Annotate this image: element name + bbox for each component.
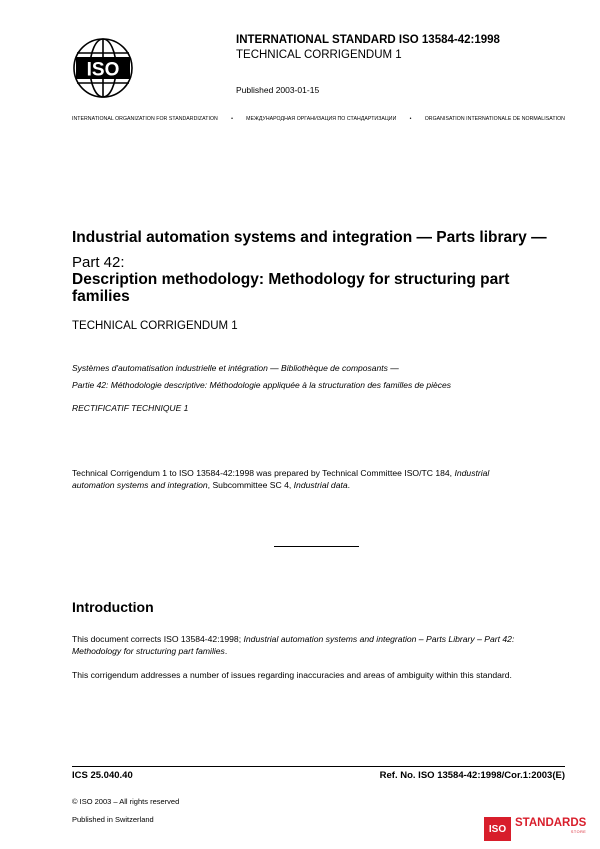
org-name-russian: МЕЖДУНАРОДНАЯ ОРГАНИЗАЦИЯ ПО СТАНДАРТИЗАЦИИ <box>246 116 397 122</box>
organization-names <box>72 116 565 122</box>
footer-rule <box>72 766 565 767</box>
french-corrigendum-label: RECTIFICATIF TECHNIQUE 1 <box>72 403 189 413</box>
iso-logo <box>71 37 135 99</box>
corrigendum-subtitle: TECHNICAL CORRIGENDUM 1 <box>236 49 402 61</box>
store-badge: ISO <box>484 817 511 841</box>
part-label: Part 42: <box>72 254 125 271</box>
ics-code: ICS 25.040.40 <box>72 770 133 781</box>
standard-title: INTERNATIONAL STANDARD ISO 13584-42:1998 <box>236 34 500 46</box>
published-in: Published in Switzerland <box>72 815 154 824</box>
svg-text:ISO: ISO <box>86 59 120 81</box>
section-divider <box>274 546 359 547</box>
french-title-line-1: Systèmes d'automatisation industrielle et intégration — Bibliothèque de composants — <box>72 363 399 373</box>
introduction-heading: Introduction <box>72 599 154 615</box>
org-name-english: INTERNATIONAL ORGANIZATION FOR STANDARDIZATION <box>72 116 218 122</box>
document-main-title: Industrial automation systems and integration — Parts library — <box>72 229 547 246</box>
org-separator: • <box>409 116 412 122</box>
part-title: Description methodology: Methodology for structuring part families <box>72 271 510 305</box>
french-title-line-2: Partie 42: Méthodologie descriptive: Méthodologie appliquée à la structuration des familles de pièces <box>72 380 451 390</box>
preparation-paragraph: Technical Corrigendum 1 to ISO 13584-42:1998 was prepared by Technical Committee ISO/TC 184, Industrial automation systems and integration, Subcommittee SC 4, Industrial data. <box>72 468 490 490</box>
org-separator: • <box>231 116 233 122</box>
introduction-paragraph-2: This corrigendum addresses a number of issues regarding inaccuracies and areas of ambiguity within this standard. <box>72 670 512 680</box>
org-name-french: ORGANISATION INTERNATIONALE DE NORMALISATION <box>424 116 565 122</box>
standards-store-logo <box>484 817 586 841</box>
store-sub: STORE <box>570 830 587 834</box>
copyright-notice: © ISO 2003 – All rights reserved <box>72 797 180 806</box>
reference-number: Ref. No. ISO 13584-42:1998/Cor.1:2003(E) <box>379 770 565 781</box>
introduction-paragraph-1: This document corrects ISO 13584-42:1998; Industrial automation systems and integration – Parts Library – Part 42: Methodology for structuring part families. <box>72 634 515 656</box>
store-name: STANDARDS <box>515 817 587 829</box>
published-date: Published 2003-01-15 <box>236 85 320 95</box>
corrigendum-label: TECHNICAL CORRIGENDUM 1 <box>72 320 238 332</box>
